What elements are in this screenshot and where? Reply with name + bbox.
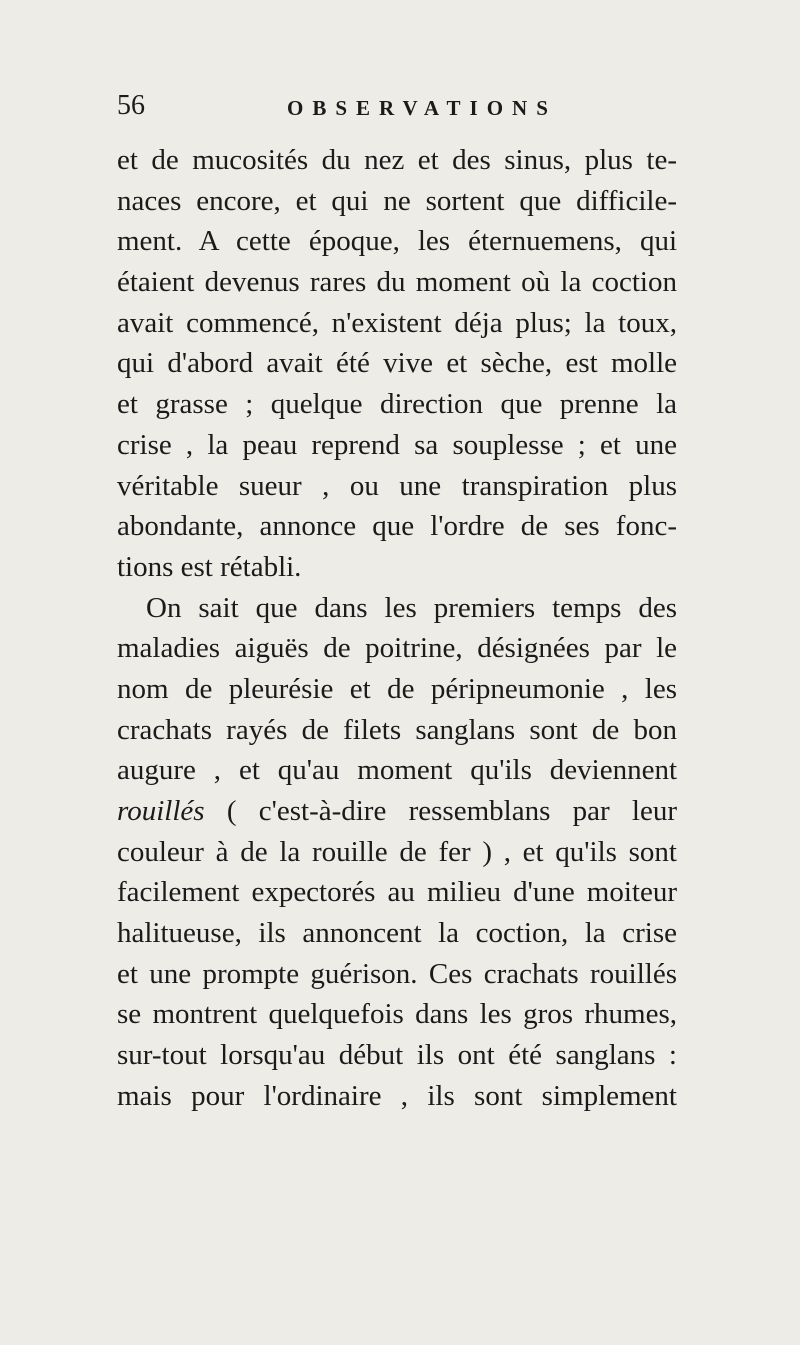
text-line: ment. A cette époque, les éternuemens, qui xyxy=(117,225,677,258)
text-line: avait commencé, n'existent déja plus; la toux, xyxy=(117,306,677,339)
text-line: halitueuse, ils annoncent la coction, la crise xyxy=(117,917,677,950)
text-line: crise , la peau reprend sa souplesse ; et une xyxy=(117,428,677,461)
text-line: maladies aiguës de poitrine, désignées par le xyxy=(117,632,677,665)
text-line: qui d'abord avait été vive et sèche, est molle xyxy=(117,347,677,380)
text-line: crachats rayés de filets sanglans sont de bon xyxy=(117,713,677,746)
text-line: naces encore, et qui ne sortent que difficile- xyxy=(117,184,677,217)
text-line: nom de pleurésie et de péripneumonie , les xyxy=(117,672,677,705)
text-line: se montrent quelquefois dans les gros rhumes, xyxy=(117,998,677,1031)
text-line: couleur à de la rouille de fer ) , et qu'ils sont xyxy=(117,835,677,868)
text-line: étaient devenus rares du moment où la coction xyxy=(117,266,677,299)
paragraph-end-line: tions est rétabli. xyxy=(117,550,302,583)
text-line-rest: ( c'est-à-dire ressemblans par leur xyxy=(226,795,678,827)
text-line: facilement expectorés au milieu d'une moiteur xyxy=(117,876,677,909)
text-line: véritable sueur , ou une transpiration plus xyxy=(117,469,677,502)
text-line: sur-tout lorsqu'au début ils ont été sanglans : xyxy=(117,1039,677,1072)
italic-term: rouillés xyxy=(117,795,205,827)
paragraph-start-line: On sait que dans les premiers temps des xyxy=(146,591,677,624)
text-line: mais pour l'ordinaire , ils sont simplement xyxy=(117,1079,677,1112)
text-line: et grasse ; quelque direction que prenne la xyxy=(117,388,677,421)
page-number: 56 xyxy=(117,90,145,121)
text-line: et de mucosités du nez et des sinus, plus te- xyxy=(117,144,677,176)
text-line-with-italic xyxy=(117,791,677,832)
body-text xyxy=(117,140,677,1117)
page-header xyxy=(117,86,677,126)
text-line: augure , et qu'au moment qu'ils deviennent xyxy=(117,754,677,787)
text-line: et une prompte guérison. Ces crachats rouillés xyxy=(117,957,677,990)
text-line: abondante, annonce que l'ordre de ses fonc- xyxy=(117,510,677,543)
running-head: OBSERVATIONS xyxy=(287,96,557,120)
